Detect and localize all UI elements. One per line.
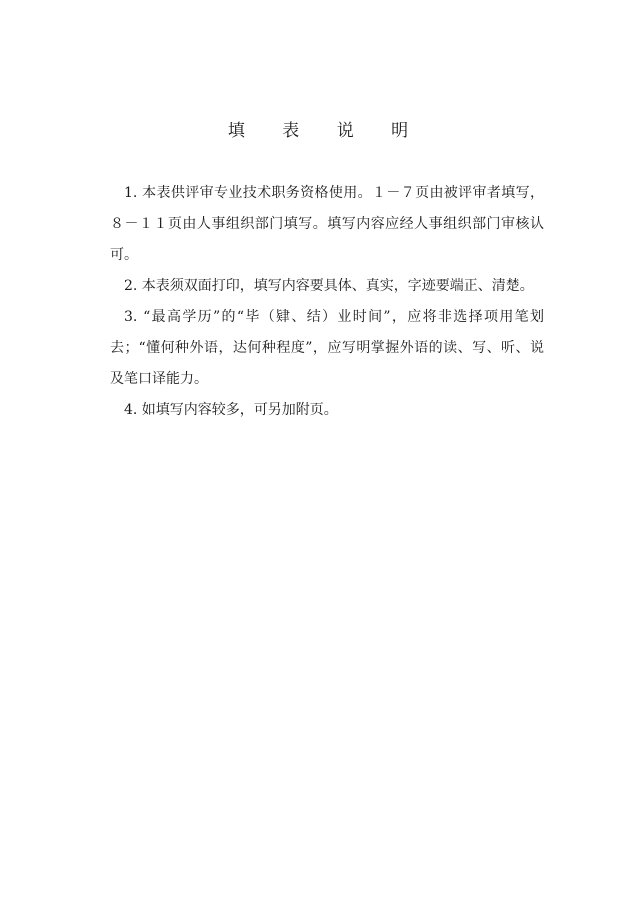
instruction-paragraph-3: 3. “最高学历”的“毕（肄、结）业时间”，应将非选择项用笔划去；“懂何种外语，达何种程度”，应写明掌握外语的读、写、听、说及笔口译能力。 xyxy=(110,309,544,387)
document-title: 填 表 说 明 xyxy=(227,121,425,141)
instruction-paragraph-4: 4. 如填写内容较多，可另加附页。 xyxy=(124,402,338,418)
instruction-paragraph-1: 1. 本表供评审专业技术职务资格使用。１－７页由被评审者填写，８－１１页由人事组织部门填写。填写内容应经人事组织部门审核认可。 xyxy=(110,185,544,263)
instructions-body xyxy=(110,178,544,426)
instruction-paragraph-2: 2. 本表须双面打印，填写内容要具体、真实，字迹要端正、清楚。 xyxy=(124,278,534,294)
